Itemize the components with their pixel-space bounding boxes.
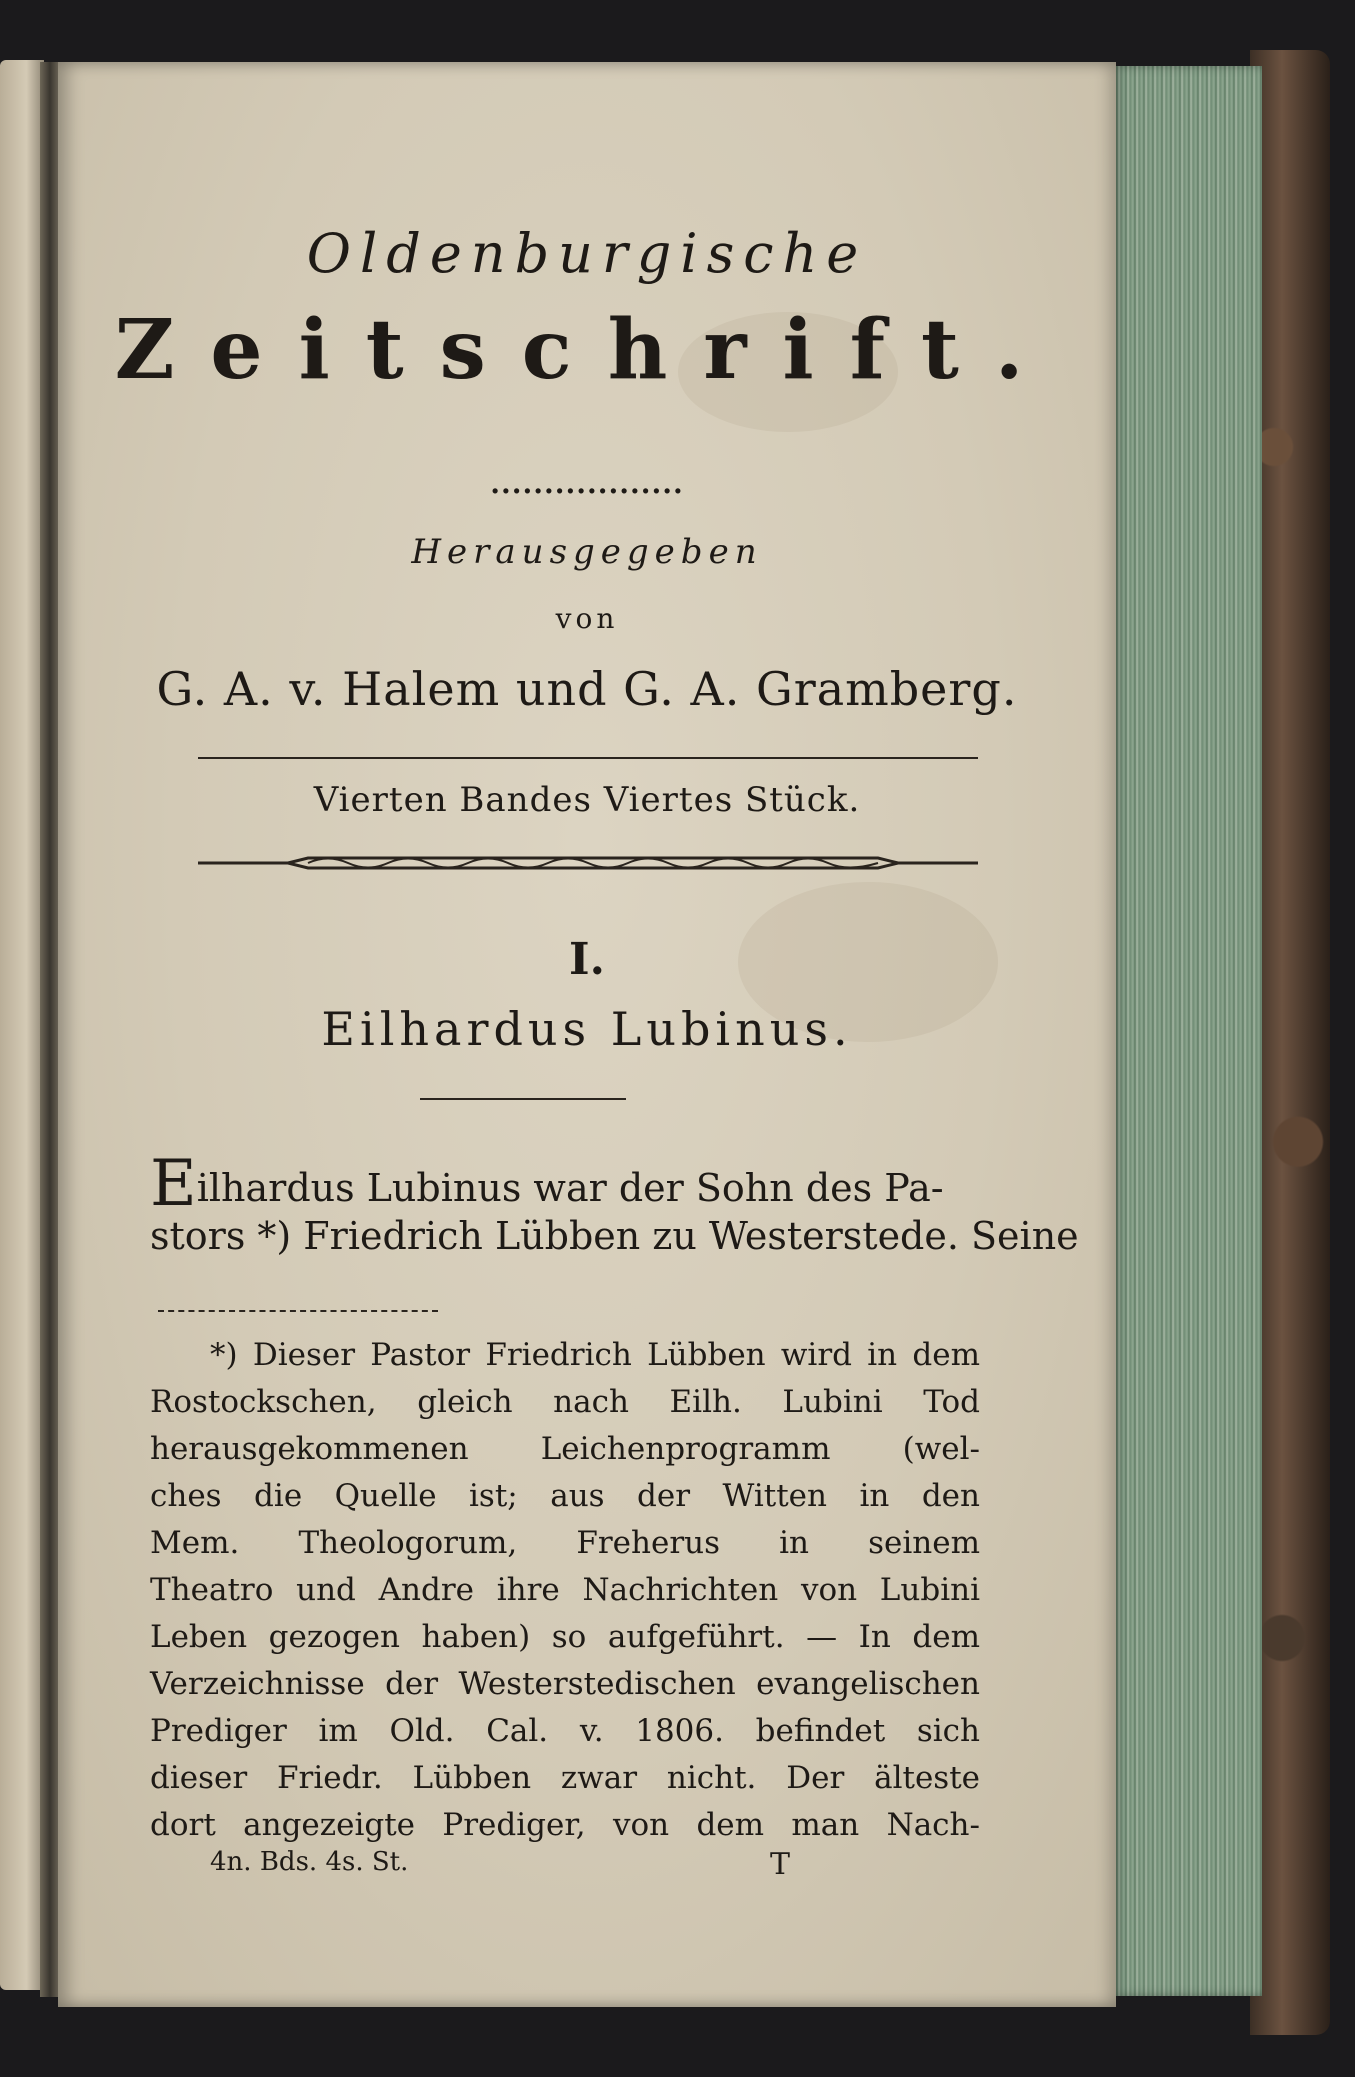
footnote-line: Prediger im Old. Cal. v. 1806. befindet sich	[150, 1713, 980, 1749]
volume-issue: Vierten Bandes Viertes Stück.	[313, 780, 861, 820]
journal-title-main: Zeitschrift.	[114, 302, 1060, 398]
signature-mark: 4n. Bds. 4s. St.	[210, 1847, 409, 1877]
body-text: ilhardus Lubinus war der Sohn des Pa-	[196, 1166, 944, 1210]
body-line-2: stors *) Friedrich Lübben zu Westerstede. Seine	[150, 1214, 1079, 1258]
ornamental-rule	[198, 852, 978, 874]
footnote-line: herausgekommenen Leichenprogramm (wel-	[150, 1431, 980, 1467]
journal-title-upper: Oldenburgische	[306, 222, 868, 285]
leather-binding	[1250, 50, 1330, 2035]
footnote-line: dort angezeigte Prediger, von dem man Nach-	[150, 1807, 980, 1843]
editors-label: Herausgegeben	[411, 532, 763, 572]
footnote-line: *) Dieser Pastor Friedrich Lübben wird in dem	[210, 1337, 980, 1373]
footnote	[150, 1332, 980, 1849]
footnote-line: Verzeichnisse der Westerstedischen evangelischen	[150, 1666, 980, 1702]
left-page-edge	[0, 60, 44, 1990]
footnote-line: Theatro und Andre ihre Nachrichten von Lubini	[150, 1572, 980, 1608]
title-page	[58, 62, 1116, 2007]
editors-names: G. A. v. Halem und G. A. Gramberg.	[156, 662, 1018, 716]
section-number: I.	[569, 934, 605, 985]
footnote-rule	[158, 1310, 438, 1312]
body-line-1	[150, 1147, 980, 1221]
footnote-line: dieser Friedr. Lübben zwar nicht. Der älteste	[150, 1760, 980, 1796]
short-rule	[420, 1098, 626, 1100]
horizontal-rule	[198, 757, 978, 759]
editors-von: von	[555, 602, 619, 635]
drop-cap: E	[150, 1147, 197, 1221]
footnote-line: Mem. Theologorum, Freherus in seinem	[150, 1525, 980, 1561]
footnote-line: Leben gezogen haben) so aufgeführt. — In dem	[150, 1619, 980, 1655]
page-fore-edge	[1112, 66, 1262, 1996]
footnote-line: Rostockschen, gleich nach Eilh. Lubini Tod	[150, 1384, 980, 1420]
signature-letter: T	[770, 1847, 791, 1882]
dotted-separator: ..................	[490, 467, 684, 500]
section-title: Eilhardus Lubinus.	[321, 1002, 853, 1056]
footnote-line: ches die Quelle ist; aus der Witten in den	[150, 1478, 980, 1514]
